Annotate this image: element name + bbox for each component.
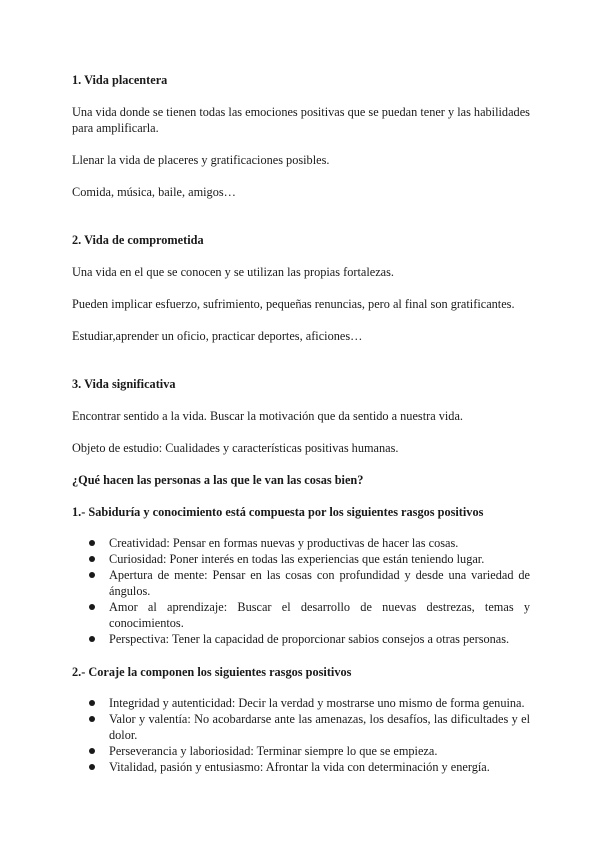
bullet-icon [89,716,95,722]
bullet-icon [89,636,95,642]
list-item [72,599,530,631]
bullet-icon [89,604,95,610]
paragraph: Una vida en el que se conocen y se utilizan las propias fortalezas. [72,265,394,279]
paragraph: Estudiar,aprender un oficio, practicar deportes, aficiones… [72,329,363,343]
paragraph: Llenar la vida de placeres y gratificaciones posibles. [72,153,330,167]
list-item-text: Curiosidad: Poner interés en todas las experiencias que están teniendo lugar. [109,552,485,566]
bullet-icon [89,700,95,706]
bullet-icon [89,556,95,562]
question-heading: ¿Qué hacen las personas a las que le van las cosas bien? [72,473,364,487]
bullet-icon [89,764,95,770]
section-heading: 1. Vida placentera [72,73,168,87]
paragraph: Comida, música, baile, amigos… [72,185,236,199]
bullet-icon [89,540,95,546]
list-item-text: Creatividad: Pensar en formas nuevas y productivas de hacer las cosas. [109,536,459,550]
trait-group-heading: 2.- Coraje la componen los siguientes rasgos positivos [72,665,352,679]
list-item [72,551,530,567]
list-item [72,631,530,647]
bullet-icon [89,572,95,578]
paragraph: Encontrar sentido a la vida. Buscar la motivación que da sentido a nuestra vida. [72,409,463,423]
section-heading: 3. Vida significativa [72,377,176,391]
trait-list [72,535,530,647]
list-item-text: Perspectiva: Tener la capacidad de proporcionar sabios consejos a otras personas. [109,632,510,646]
section-heading: 2. Vida de comprometida [72,233,204,247]
list-item [72,695,530,711]
trait-list [72,695,530,775]
list-item-text: Perseverancia y laboriosidad: Terminar siempre lo que se empieza. [109,744,438,758]
paragraph: Una vida donde se tienen todas las emociones positivas que se puedan tener y las habilidades para amplificarla. [72,105,530,135]
list-item-text: Integridad y autenticidad: Decir la verdad y mostrarse uno mismo de forma genuina. [109,696,525,710]
paragraph: Objeto de estudio: Cualidades y características positivas humanas. [72,441,399,455]
trait-group-heading: 1.- Sabiduría y conocimiento está compuesta por los siguientes rasgos positivos [72,505,484,519]
list-item [72,711,530,743]
list-item-text: Amor al aprendizaje: Buscar el desarrollo de nuevas destrezas, temas y conocimientos. [109,600,530,630]
list-item-text: Apertura de mente: Pensar en las cosas con profundidad y desde una variedad de ángulos. [109,568,530,598]
list-item [72,567,530,599]
list-item-text: Valor y valentía: No acobardarse ante las amenazas, los desafíos, las dificultades y el dolor. [109,712,530,742]
paragraph: Pueden implicar esfuerzo, sufrimiento, pequeñas renuncias, pero al final son gratificantes. [72,297,515,311]
list-item [72,535,530,551]
list-item [72,743,530,759]
list-item-text: Vitalidad, pasión y entusiasmo: Afrontar la vida con determinación y energía. [109,760,490,774]
list-item [72,759,530,775]
bullet-icon [89,748,95,754]
